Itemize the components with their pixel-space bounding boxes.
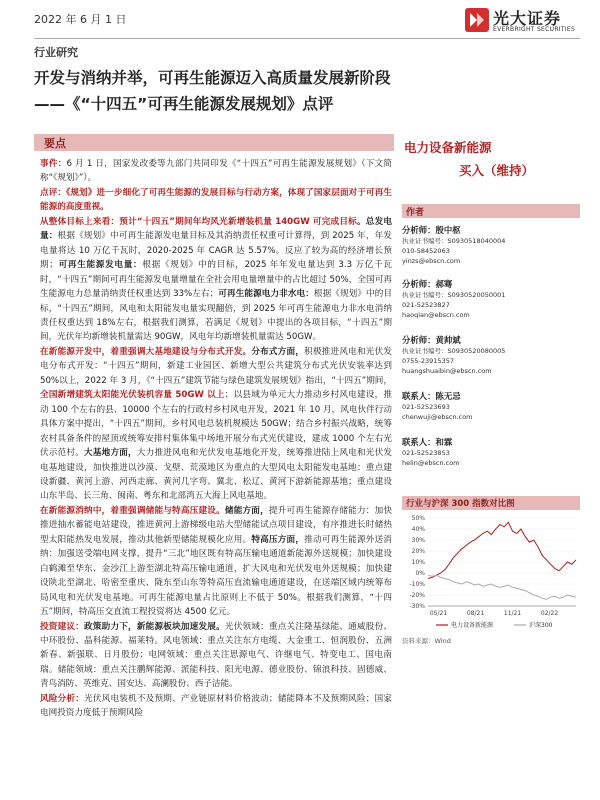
brand-name-en: EVERBRIGHT SECURITIES (493, 26, 576, 33)
risk-paragraph (40, 692, 392, 721)
contact-phone: 021-52523853 (402, 449, 450, 457)
investment-text: 光伏领域：重点关注隆基绿能、通威股份、中环股份、晶科能源、福莱特。风电领域：重点关注东方电缆、大金重工、恒润股份、五洲新春、新强联、日月股份；电网领域：重点关注思源电气、许继电气、特变电工、国电南瑞。储能领域：重点关注鹏辉能源、派能科技、阳光电源、德业股份、锦浪科技、固德威、青鸟消防、英维克、国安达、高澜股份、西子洁能。 (40, 621, 392, 690)
investment-paragraph (40, 620, 392, 692)
uhv-label: 特高压方面， (251, 534, 305, 545)
author-email[interactable]: huangshuaibin@ebscn.com (402, 367, 492, 376)
large-base-text: 大力推进风电和光伏发电基地化开发，统筹推进陆上风电和光伏发电基地建设，加快推进以沙漠、戈壁、荒漠地区为重点的大型风电太阳能发电基地：重点建设新疆、黄河上游、河西走廊、黄河几字弯、冀北、松辽、黄河下游新能源基地；重点建设山东半岛、长三角、闽南、粤东和北部湾五大海上风电基地。 (40, 448, 392, 502)
contact-phone: 021-52523693 (402, 403, 450, 411)
author-cert: 执业证书编号：S0930518040004 (402, 237, 506, 245)
development-paragraph (40, 345, 392, 504)
chart-series-line (428, 575, 576, 599)
rating: 买入（维持） (459, 163, 535, 178)
chart-title: 行业与沪深 300 指数对比图 (406, 499, 515, 509)
author-phone: 0755-23915357 (402, 357, 454, 366)
storage-label: 储能方面， (224, 505, 269, 516)
author-label: 作者 (406, 208, 425, 218)
author-block (402, 224, 580, 267)
non-hydro-text: 根据《规划》中的目标，“十四五”期间，风电和太阳能发电量实现翻倍，到 2025 年可再生能源电力非水电消纳责任权重达到 18%左右，根据我们测算，若满足《规划》中提出的各项目标，“十四五”期间，光伏年均新增装机量需达 90GW，风电年均新增装机量需达 50GW。 (40, 289, 392, 343)
renewable-generation-text: 根据《规划》中的目标，2025 年年发电量达到 3.3 万亿千瓦时，“十四五”期间可再生能源发电量增量在全社会用电量增量中的占比超过 50%，全国可再生能源电力总量消纳责任权重达到 33%左右； (40, 260, 392, 300)
storage-text: 提升可再生能源存储能力：加快推进抽水蓄能电站建设，推进黄河上游梯级电站大型储能试点项目建设，有序推进长时储热型太阳能热发电发展，推动其他新型储能规模化应用。 (40, 505, 392, 545)
chart-xtick-label: 08/21 (466, 610, 485, 617)
author-name: 分析师：殷中枢 (402, 225, 461, 235)
author-name: 分析师：黄帅斌 (402, 335, 461, 345)
investment-summary: 政策助力下，新能源板块加速发展。 (84, 621, 225, 632)
author-block (402, 334, 580, 377)
comment-paragraph: 点评：《规划》进一步细化了可再生能源的发展目标与行动方案，体现了国家层面对于可再生能源的高度重视。 (40, 187, 392, 213)
building-pv-highlight: 全国新增建筑太阳能光伏装机容量 50GW 以上 (40, 390, 225, 401)
investment-lead: 投资建议： (40, 621, 85, 632)
author-email[interactable]: yinzs@ebscn.com (402, 257, 461, 266)
author-phone: 010-58452063 (402, 247, 450, 256)
chart-ytick-label: -10% (409, 581, 425, 588)
chart-ytick-label: 0% (415, 570, 425, 577)
brand-name-cn: 光大证券 (493, 9, 562, 28)
contact-block (402, 436, 580, 468)
contact-block (402, 390, 580, 422)
chart-xtick-label: 02/22 (540, 610, 559, 617)
chart-ytick-label: 20% (411, 548, 425, 555)
chart-ytick-label: 30% (411, 537, 425, 544)
overall-target-lead: 从整体目标上来看：预计“十四五”期间年均风光新增装机量 140GW 可完成目标。 (40, 216, 366, 227)
consumption-paragraph (40, 504, 392, 620)
distributed-label: 分布式方面， (251, 346, 305, 357)
consumption-lead: 在新能源消纳中，着重强调储能与特高压建设。 (40, 505, 225, 516)
report-date: 2022 年 6 月 1 日 (34, 13, 127, 26)
author-name: 分析师：郝骞 (402, 279, 453, 289)
author-block (402, 278, 580, 321)
index-comparison-chart (400, 512, 582, 632)
header-divider (34, 38, 580, 39)
development-lead: 在新能源开发中，着重强调大基地建设与分布式开发。 (40, 346, 252, 357)
total-generation-text: 根据《规划》中可再生能源发电量目标及其消纳责任权重可计算得，到 2025 年，年发电量将达 10 万亿千瓦时，2020-2025 年 CAGR 达 5.57%。反应了较为高的经济增长预期； (40, 231, 392, 271)
contact-name: 联系人：陈无忌 (402, 391, 461, 401)
risk-text: 光伏风电装机不及预期、产业链原材料价格波动；储能降本不及预期风险；国家电网投资力度低于预期风险 (40, 693, 392, 719)
brand-mark-icon (465, 8, 489, 32)
author-cert: 执业证书编号：S0930520080005 (402, 347, 506, 355)
report-title-line1: 开发与消纳并举，可再生能源迈入高质量发展新阶段 (34, 69, 391, 87)
uhv-text: 推动可再生能源外送消纳：加强送受端电网支撑，提升“三北”地区既有特高压输电通道新能源外送规模；加快建设白鹤滩至华东、金沙江上游至湖北特高压输电通道，扩大风电和光伏发电外送规模；加快建设陕北至湖北、哈密至重庆、陇东至山东等特高压直流输电通道建设，在送端区域内统筹布局风电和光伏发电基地。可再生能源电量占比原则上不低于 50%。根据我们测算，“十四五”期间，特高压交直流工程投资将达 4500 亿元。 (40, 534, 392, 618)
risk-lead: 风险分析： (40, 693, 85, 704)
rural-wind-text: ；以县域为单元大力推动乡村风电建设，推动 100 个左右的县、10000 个左右的行政村乡村风电开发，2021 年 10 月，风电伙伴行动具体方案中提出，“十四五”期间，乡村风电总装机规模达 50GW；结合乡村振兴战略，统筹农村具备条件的屋顶或统筹安排村集体集中场地开展分布式光伏建设，建成 1000 个左右光伏示范村。 (40, 390, 392, 459)
author-cert: 执业证书编号：S0930520050001 (402, 291, 506, 299)
industry-name: 电力设备新能源 (404, 140, 492, 155)
report-category: 行业研究 (34, 46, 78, 59)
chart-ytick-label: 40% (411, 526, 425, 533)
key-points-body (40, 157, 392, 721)
non-hydro-label: 可再生能源电力非水电： (218, 289, 314, 300)
event-text: 6 月 1 日，国家发改委等九部门共同印发《“十四五”可再生能源发展规划》（下文简称“《规划》”）。 (40, 159, 392, 184)
chart-header (402, 496, 580, 510)
key-points-label: 要点 (44, 137, 66, 150)
large-base-label: 大基地方面， (84, 448, 137, 459)
chart-ytick-label: -30% (409, 603, 425, 610)
chart-xtick-label: 05/21 (429, 610, 448, 617)
chart-series-line (428, 522, 576, 578)
contact-email[interactable]: helin@ebscn.com (402, 459, 460, 468)
total-generation-label: 总发电量： (40, 216, 392, 242)
chart-ytick-label: 10% (411, 559, 425, 566)
chart-ytick-label: -20% (409, 592, 425, 599)
key-points-header (34, 134, 394, 151)
distributed-text: 积极推进风电和光伏发电分布式开发：“十四五”期间，新建工业园区、新增大型公共建筑分布式光伏安装率达到 50%以上，2022 年 3 月，《“十四五”建筑节能与绿色建筑发展规划》指出，“十四五”期间， (40, 346, 392, 386)
event-paragraph (40, 157, 392, 186)
chart-legend-label: 沪深300 (529, 622, 553, 629)
author-header (402, 204, 580, 218)
author-email[interactable]: haoqian@ebscn.com (402, 311, 470, 320)
report-title-line2: ——《“十四五”可再生能源发展规划》点评 (34, 95, 334, 113)
event-lead: 事件： (40, 159, 67, 169)
chart-ytick-label: 50% (411, 515, 425, 522)
contact-email[interactable]: chenwuji@ebscn.com (402, 413, 473, 422)
renewable-generation-label: 可再生能源发电量： (57, 260, 143, 271)
contact-name: 联系人：和霖 (402, 437, 453, 447)
chart-source: 资料来源：Wind (402, 637, 451, 645)
chart-xtick-label: 11/21 (503, 610, 522, 617)
chart-legend-label: 电力设备新能源 (451, 622, 494, 629)
author-phone: 021-52523827 (402, 301, 450, 310)
overall-target-paragraph (40, 215, 392, 345)
brand-logo (465, 6, 583, 36)
